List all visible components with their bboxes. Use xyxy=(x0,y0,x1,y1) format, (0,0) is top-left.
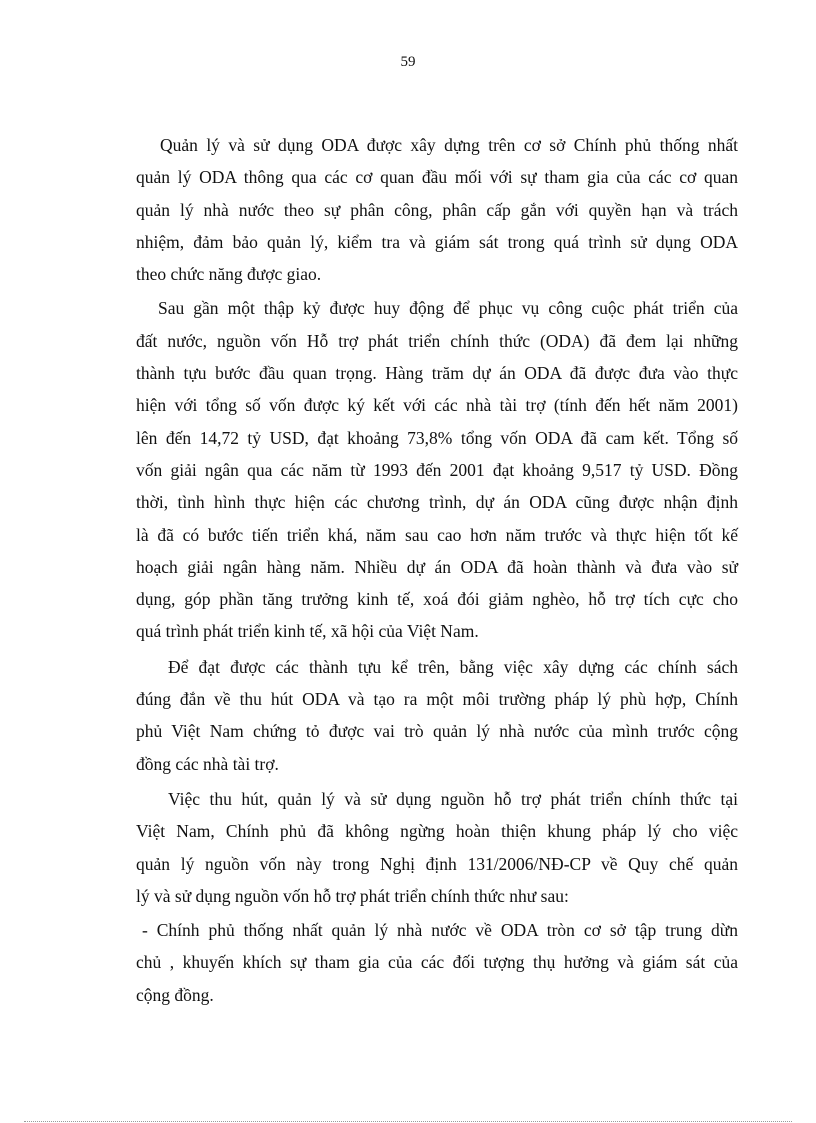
text-line: lý và sử dụng nguồn vốn hỗ trợ phát triển chính thức như sau: xyxy=(136,885,569,906)
text-line: dụng, góp phần tăng trưởng kinh tế, xoá đói giảm nghèo, hỗ trợ tích cực cho xyxy=(136,589,738,610)
text-line: nhiệm, đảm bảo quản lý, kiểm tra và giám sát trong quá trình sử dụng ODA xyxy=(136,231,738,252)
text-line: quản lý ODA thông qua các cơ quan đầu mối với sự tham gia của các cơ quan xyxy=(136,167,738,188)
text-line: Việc thu hút, quản lý và sử dụng nguồn hỗ trợ phát triển chính thức tại xyxy=(168,788,738,809)
text-line: - Chính phủ thống nhất quản lý nhà nước về ODA tròn cơ sở tập trung dừn xyxy=(142,920,738,941)
text-line: thời, tình hình thực hiện các chương trình, dự án ODA cũng được nhận định xyxy=(136,492,738,513)
text-line: lên đến 14,72 tỷ USD, đạt khoảng 73,8% tổng vốn ODA đã cam kết. Tổng số xyxy=(136,427,738,448)
text-line: vốn giải ngân qua các năm từ 1993 đến 2001 đạt khoảng 9,517 tỷ USD. Đồng xyxy=(136,459,738,480)
text-line: hiện với tổng số vốn được ký kết với các nhà tài trợ (tính đến hết năm 2001) xyxy=(136,395,738,416)
text-line: hoạch giải ngân hàng năm. Nhiều dự án ODA đã hoàn thành và đưa vào sử xyxy=(136,556,738,577)
text-line: là đã có bước tiến triển khá, năm sau cao hơn năm trước và thực hiện tốt kế xyxy=(136,524,738,545)
text-line: cộng đồng. xyxy=(136,984,214,1005)
page-bottom-divider xyxy=(24,1121,792,1122)
text-line: đồng các nhà tài trợ. xyxy=(136,753,279,774)
text-line: thành tựu bước đầu quan trọng. Hàng trăm dự án ODA đã được đưa vào thực xyxy=(136,363,738,384)
text-line: đúng đắn về thu hút ODA và tạo ra một môi trường pháp lý phù hợp, Chính xyxy=(136,689,738,710)
text-line: Sau gần một thập kỷ được huy động để phục vụ công cuộc phát triển của xyxy=(158,298,738,319)
text-line: Để đạt được các thành tựu kể trên, bằng việc xây dựng các chính sách xyxy=(168,656,738,677)
paragraph-policy-role xyxy=(136,651,738,780)
text-line: phủ Việt Nam chứng tỏ được vai trò quản lý nhà nước của mình trước cộng xyxy=(136,721,738,742)
page-number: 59 xyxy=(400,54,416,70)
text-line: theo chức năng được giao. xyxy=(136,264,322,285)
text-line: chủ , khuyến khích sự tham gia của các đối tượng thụ hưởng và giám sát của xyxy=(136,952,738,973)
text-line: đất nước, nguồn vốn Hỗ trợ phát triển chính thức (ODA) đã đem lại những xyxy=(136,330,738,351)
paragraph-legal-framework xyxy=(136,783,738,912)
text-line: quản lý nhà nước theo sự phân công, phân cấp gắn với quyền hạn và trách xyxy=(136,199,738,220)
paragraph-oda-achievements xyxy=(136,292,738,647)
bullet-item xyxy=(136,914,738,1011)
text-line: quản lý nguồn vốn này trong Nghị định 131/2006/NĐ-CP về Quy chế quản xyxy=(136,853,738,874)
paragraph-oda-management xyxy=(136,129,738,290)
text-line: Việt Nam, Chính phủ đã không ngừng hoàn thiện khung pháp lý cho việc xyxy=(136,821,738,842)
text-line: quá trình phát triển kinh tế, xã hội của Việt Nam. xyxy=(136,621,479,642)
text-line: Quản lý và sử dụng ODA được xây dựng trên cơ sở Chính phủ thống nhất xyxy=(160,135,738,155)
document-body xyxy=(136,129,738,1011)
